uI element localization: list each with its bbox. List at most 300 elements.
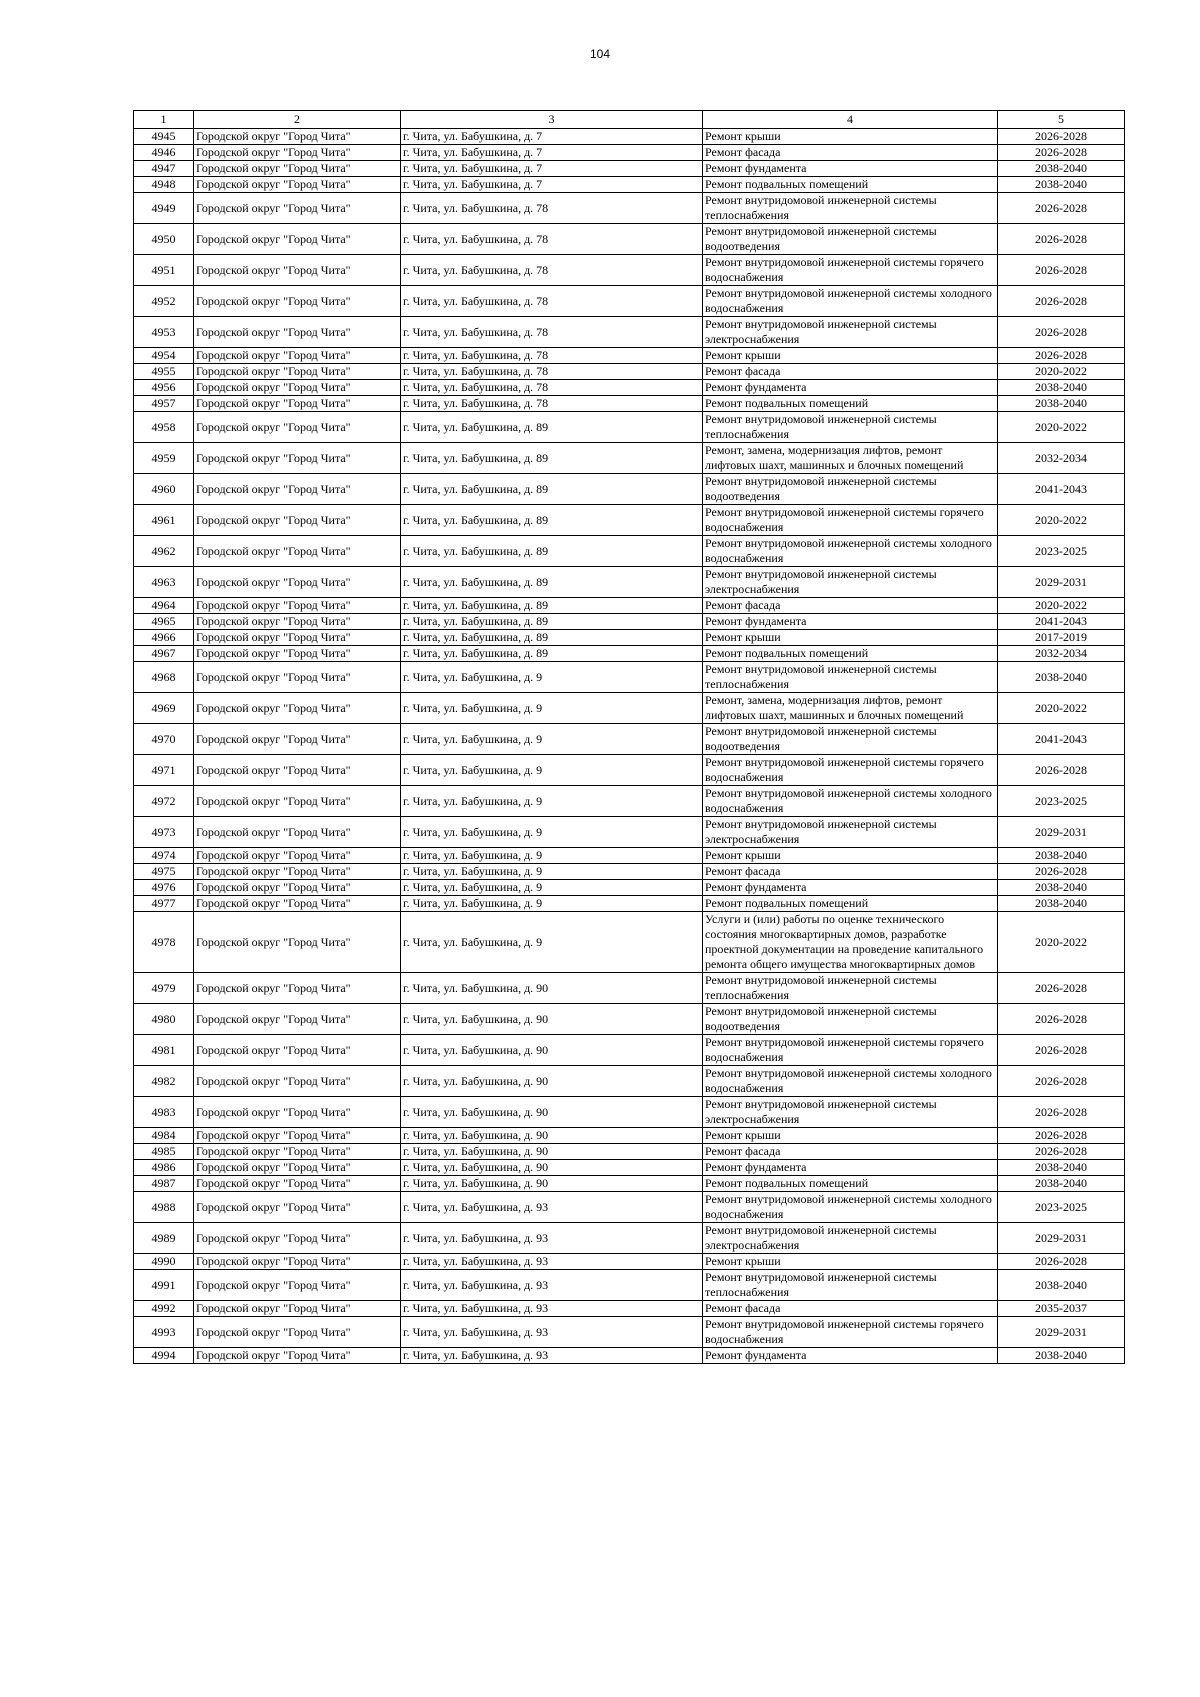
address-cell: г. Чита, ул. Бабушкина, д. 9 xyxy=(401,912,703,973)
address-cell: г. Чита, ул. Бабушкина, д. 93 xyxy=(401,1254,703,1270)
work-type-cell: Ремонт внутридомовой инженерной системы холодного водоснабжения xyxy=(703,1192,998,1223)
work-type-cell: Ремонт крыши xyxy=(703,630,998,646)
row-number-cell: 4955 xyxy=(134,364,194,380)
address-cell: г. Чита, ул. Бабушкина, д. 89 xyxy=(401,536,703,567)
address-cell: г. Чита, ул. Бабушкина, д. 90 xyxy=(401,1176,703,1192)
period-cell: 2020-2022 xyxy=(998,505,1125,536)
municipality-cell: Городской округ "Город Чита" xyxy=(194,864,401,880)
address-cell: г. Чита, ул. Бабушкина, д. 93 xyxy=(401,1270,703,1301)
work-type-cell: Ремонт подвальных помещений xyxy=(703,646,998,662)
row-number-cell: 4957 xyxy=(134,396,194,412)
period-cell: 2026-2028 xyxy=(998,348,1125,364)
work-type-cell: Ремонт внутридомовой инженерной системы холодного водоснабжения xyxy=(703,786,998,817)
table-row xyxy=(134,348,1125,364)
row-number-cell: 4951 xyxy=(134,255,194,286)
row-number-cell: 4967 xyxy=(134,646,194,662)
table-row xyxy=(134,912,1125,973)
address-cell: г. Чита, ул. Бабушкина, д. 93 xyxy=(401,1192,703,1223)
municipality-cell: Городской округ "Город Чита" xyxy=(194,567,401,598)
table-row xyxy=(134,1223,1125,1254)
column-header-5: 5 xyxy=(998,111,1125,129)
period-cell: 2023-2025 xyxy=(998,786,1125,817)
municipality-cell: Городской округ "Город Чита" xyxy=(194,380,401,396)
work-type-cell: Ремонт крыши xyxy=(703,348,998,364)
address-cell: г. Чита, ул. Бабушкина, д. 93 xyxy=(401,1348,703,1364)
municipality-cell: Городской округ "Город Чита" xyxy=(194,1097,401,1128)
municipality-cell: Городской округ "Город Чита" xyxy=(194,193,401,224)
column-header-3: 3 xyxy=(401,111,703,129)
period-cell: 2032-2034 xyxy=(998,646,1125,662)
period-cell: 2023-2025 xyxy=(998,536,1125,567)
work-type-cell: Ремонт фундамента xyxy=(703,880,998,896)
work-type-cell: Ремонт крыши xyxy=(703,129,998,145)
address-cell: г. Чита, ул. Бабушкина, д. 89 xyxy=(401,474,703,505)
municipality-cell: Городской округ "Город Чита" xyxy=(194,1348,401,1364)
table-row xyxy=(134,693,1125,724)
address-cell: г. Чита, ул. Бабушкина, д. 78 xyxy=(401,286,703,317)
period-cell: 2020-2022 xyxy=(998,412,1125,443)
work-type-cell: Ремонт внутридомовой инженерной системы горячего водоснабжения xyxy=(703,1035,998,1066)
table-row xyxy=(134,1035,1125,1066)
municipality-cell: Городской округ "Город Чита" xyxy=(194,693,401,724)
address-cell: г. Чита, ул. Бабушкина, д. 78 xyxy=(401,348,703,364)
work-type-cell: Ремонт внутридомовой инженерной системы горячего водоснабжения xyxy=(703,255,998,286)
address-cell: г. Чита, ул. Бабушкина, д. 78 xyxy=(401,317,703,348)
work-type-cell: Ремонт внутридомовой инженерной системы электроснабжения xyxy=(703,567,998,598)
row-number-cell: 4970 xyxy=(134,724,194,755)
work-type-cell: Ремонт внутридомовой инженерной системы холодного водоснабжения xyxy=(703,1066,998,1097)
work-type-cell: Ремонт фундамента xyxy=(703,614,998,630)
work-type-cell: Ремонт подвальных помещений xyxy=(703,396,998,412)
table-row xyxy=(134,1128,1125,1144)
work-type-cell: Ремонт внутридомовой инженерной системы электроснабжения xyxy=(703,317,998,348)
column-header-2: 2 xyxy=(194,111,401,129)
table-row xyxy=(134,817,1125,848)
row-number-cell: 4950 xyxy=(134,224,194,255)
table-row xyxy=(134,973,1125,1004)
address-cell: г. Чита, ул. Бабушкина, д. 9 xyxy=(401,755,703,786)
row-number-cell: 4993 xyxy=(134,1317,194,1348)
municipality-cell: Городской округ "Город Чита" xyxy=(194,364,401,380)
row-number-cell: 4980 xyxy=(134,1004,194,1035)
address-cell: г. Чита, ул. Бабушкина, д. 90 xyxy=(401,973,703,1004)
period-cell: 2026-2028 xyxy=(998,255,1125,286)
table-row xyxy=(134,161,1125,177)
address-cell: г. Чита, ул. Бабушкина, д. 89 xyxy=(401,443,703,474)
period-cell: 2020-2022 xyxy=(998,693,1125,724)
row-number-cell: 4972 xyxy=(134,786,194,817)
row-number-cell: 4977 xyxy=(134,896,194,912)
period-cell: 2026-2028 xyxy=(998,1144,1125,1160)
period-cell: 2041-2043 xyxy=(998,474,1125,505)
table-row xyxy=(134,1004,1125,1035)
municipality-cell: Городской округ "Город Чита" xyxy=(194,474,401,505)
row-number-cell: 4963 xyxy=(134,567,194,598)
municipality-cell: Городской округ "Город Чита" xyxy=(194,536,401,567)
period-cell: 2026-2028 xyxy=(998,755,1125,786)
work-type-cell: Ремонт внутридомовой инженерной системы электроснабжения xyxy=(703,817,998,848)
table-row xyxy=(134,1348,1125,1364)
address-cell: г. Чита, ул. Бабушкина, д. 90 xyxy=(401,1004,703,1035)
column-header-1: 1 xyxy=(134,111,194,129)
table-row xyxy=(134,630,1125,646)
work-type-cell: Ремонт фасада xyxy=(703,1301,998,1317)
table-row xyxy=(134,1097,1125,1128)
municipality-cell: Городской округ "Город Чита" xyxy=(194,662,401,693)
row-number-cell: 4965 xyxy=(134,614,194,630)
period-cell: 2041-2043 xyxy=(998,614,1125,630)
work-type-cell: Ремонт, замена, модернизация лифтов, ремонт лифтовых шахт, машинных и блочных помещений xyxy=(703,693,998,724)
address-cell: г. Чита, ул. Бабушкина, д. 9 xyxy=(401,693,703,724)
address-cell: г. Чита, ул. Бабушкина, д. 78 xyxy=(401,255,703,286)
municipality-cell: Городской округ "Город Чита" xyxy=(194,443,401,474)
row-number-cell: 4974 xyxy=(134,848,194,864)
municipality-cell: Городской округ "Город Чита" xyxy=(194,1160,401,1176)
period-cell: 2026-2028 xyxy=(998,1066,1125,1097)
row-number-cell: 4990 xyxy=(134,1254,194,1270)
municipality-cell: Городской округ "Город Чита" xyxy=(194,224,401,255)
work-type-cell: Ремонт фасада xyxy=(703,145,998,161)
address-cell: г. Чита, ул. Бабушкина, д. 9 xyxy=(401,864,703,880)
table-row xyxy=(134,380,1125,396)
period-cell: 2017-2019 xyxy=(998,630,1125,646)
municipality-cell: Городской округ "Город Чита" xyxy=(194,412,401,443)
period-cell: 2038-2040 xyxy=(998,380,1125,396)
municipality-cell: Городской округ "Город Чита" xyxy=(194,129,401,145)
work-type-cell: Ремонт подвальных помещений xyxy=(703,177,998,193)
work-type-cell: Ремонт крыши xyxy=(703,1128,998,1144)
work-type-cell: Ремонт внутридомовой инженерной системы электроснабжения xyxy=(703,1097,998,1128)
work-type-cell: Ремонт внутридомовой инженерной системы водоотведения xyxy=(703,224,998,255)
address-cell: г. Чита, ул. Бабушкина, д. 9 xyxy=(401,817,703,848)
address-cell: г. Чита, ул. Бабушкина, д. 78 xyxy=(401,364,703,380)
table-row xyxy=(134,145,1125,161)
row-number-cell: 4962 xyxy=(134,536,194,567)
row-number-cell: 4973 xyxy=(134,817,194,848)
table-row xyxy=(134,505,1125,536)
municipality-cell: Городской округ "Город Чита" xyxy=(194,317,401,348)
address-cell: г. Чита, ул. Бабушкина, д. 90 xyxy=(401,1066,703,1097)
period-cell: 2026-2028 xyxy=(998,145,1125,161)
period-cell: 2020-2022 xyxy=(998,598,1125,614)
table-row xyxy=(134,443,1125,474)
work-type-cell: Ремонт внутридомовой инженерной системы теплоснабжения xyxy=(703,412,998,443)
address-cell: г. Чита, ул. Бабушкина, д. 9 xyxy=(401,896,703,912)
address-cell: г. Чита, ул. Бабушкина, д. 89 xyxy=(401,567,703,598)
row-number-cell: 4949 xyxy=(134,193,194,224)
table-row xyxy=(134,848,1125,864)
row-number-cell: 4968 xyxy=(134,662,194,693)
period-cell: 2038-2040 xyxy=(998,161,1125,177)
table-row xyxy=(134,317,1125,348)
municipality-cell: Городской округ "Город Чита" xyxy=(194,1176,401,1192)
address-cell: г. Чита, ул. Бабушкина, д. 90 xyxy=(401,1097,703,1128)
municipality-cell: Городской округ "Город Чита" xyxy=(194,848,401,864)
table-row xyxy=(134,724,1125,755)
work-type-cell: Ремонт фасада xyxy=(703,1144,998,1160)
municipality-cell: Городской округ "Город Чита" xyxy=(194,1223,401,1254)
table-row xyxy=(134,1301,1125,1317)
table-row xyxy=(134,177,1125,193)
municipality-cell: Городской округ "Город Чита" xyxy=(194,912,401,973)
municipality-cell: Городской округ "Город Чита" xyxy=(194,896,401,912)
work-type-cell: Ремонт внутридомовой инженерной системы теплоснабжения xyxy=(703,973,998,1004)
period-cell: 2020-2022 xyxy=(998,364,1125,380)
row-number-cell: 4954 xyxy=(134,348,194,364)
period-cell: 2038-2040 xyxy=(998,396,1125,412)
table-row xyxy=(134,1066,1125,1097)
work-type-cell: Ремонт внутридомовой инженерной системы теплоснабжения xyxy=(703,193,998,224)
municipality-cell: Городской округ "Город Чита" xyxy=(194,973,401,1004)
address-cell: г. Чита, ул. Бабушкина, д. 89 xyxy=(401,614,703,630)
address-cell: г. Чита, ул. Бабушкина, д. 9 xyxy=(401,724,703,755)
municipality-cell: Городской округ "Город Чита" xyxy=(194,1066,401,1097)
period-cell: 2026-2028 xyxy=(998,193,1125,224)
table-row xyxy=(134,646,1125,662)
row-number-cell: 4971 xyxy=(134,755,194,786)
period-cell: 2038-2040 xyxy=(998,1270,1125,1301)
table-row xyxy=(134,598,1125,614)
table-row xyxy=(134,786,1125,817)
municipality-cell: Городской округ "Город Чита" xyxy=(194,348,401,364)
address-cell: г. Чита, ул. Бабушкина, д. 9 xyxy=(401,848,703,864)
municipality-cell: Городской округ "Город Чита" xyxy=(194,646,401,662)
period-cell: 2026-2028 xyxy=(998,1128,1125,1144)
period-cell: 2026-2028 xyxy=(998,224,1125,255)
work-type-cell: Ремонт внутридомовой инженерной системы холодного водоснабжения xyxy=(703,536,998,567)
table-row xyxy=(134,1160,1125,1176)
row-number-cell: 4991 xyxy=(134,1270,194,1301)
table-row xyxy=(134,536,1125,567)
work-type-cell: Ремонт внутридомовой инженерной системы горячего водоснабжения xyxy=(703,755,998,786)
row-number-cell: 4945 xyxy=(134,129,194,145)
period-cell: 2041-2043 xyxy=(998,724,1125,755)
work-type-cell: Ремонт фасада xyxy=(703,864,998,880)
row-number-cell: 4979 xyxy=(134,973,194,1004)
row-number-cell: 4959 xyxy=(134,443,194,474)
row-number-cell: 4960 xyxy=(134,474,194,505)
work-type-cell: Ремонт фасада xyxy=(703,364,998,380)
period-cell: 2026-2028 xyxy=(998,1035,1125,1066)
period-cell: 2029-2031 xyxy=(998,1317,1125,1348)
municipality-cell: Городской округ "Город Чита" xyxy=(194,1317,401,1348)
period-cell: 2029-2031 xyxy=(998,817,1125,848)
period-cell: 2029-2031 xyxy=(998,567,1125,598)
table-row xyxy=(134,224,1125,255)
municipality-cell: Городской округ "Город Чита" xyxy=(194,1254,401,1270)
table-row xyxy=(134,193,1125,224)
work-type-cell: Ремонт фундамента xyxy=(703,380,998,396)
address-cell: г. Чита, ул. Бабушкина, д. 93 xyxy=(401,1317,703,1348)
municipality-cell: Городской округ "Город Чита" xyxy=(194,786,401,817)
row-number-cell: 4964 xyxy=(134,598,194,614)
work-type-cell: Ремонт внутридомовой инженерной системы водоотведения xyxy=(703,474,998,505)
municipality-cell: Городской округ "Город Чита" xyxy=(194,286,401,317)
table-row xyxy=(134,1192,1125,1223)
table-row xyxy=(134,1317,1125,1348)
period-cell: 2026-2028 xyxy=(998,973,1125,1004)
row-number-cell: 4947 xyxy=(134,161,194,177)
address-cell: г. Чита, ул. Бабушкина, д. 7 xyxy=(401,129,703,145)
period-cell: 2026-2028 xyxy=(998,317,1125,348)
period-cell: 2038-2040 xyxy=(998,1176,1125,1192)
row-number-cell: 4956 xyxy=(134,380,194,396)
address-cell: г. Чита, ул. Бабушкина, д. 9 xyxy=(401,880,703,896)
address-cell: г. Чита, ул. Бабушкина, д. 93 xyxy=(401,1223,703,1254)
table-row xyxy=(134,864,1125,880)
address-cell: г. Чита, ул. Бабушкина, д. 93 xyxy=(401,1301,703,1317)
repair-schedule-table xyxy=(133,110,1125,1364)
municipality-cell: Городской округ "Город Чита" xyxy=(194,1270,401,1301)
municipality-cell: Городской округ "Город Чита" xyxy=(194,817,401,848)
address-cell: г. Чита, ул. Бабушкина, д. 7 xyxy=(401,145,703,161)
municipality-cell: Городской округ "Город Чита" xyxy=(194,598,401,614)
address-cell: г. Чита, ул. Бабушкина, д. 90 xyxy=(401,1160,703,1176)
row-number-cell: 4966 xyxy=(134,630,194,646)
period-cell: 2026-2028 xyxy=(998,1097,1125,1128)
address-cell: г. Чита, ул. Бабушкина, д. 89 xyxy=(401,646,703,662)
work-type-cell: Ремонт внутридомовой инженерной системы водоотведения xyxy=(703,724,998,755)
row-number-cell: 4987 xyxy=(134,1176,194,1192)
row-number-cell: 4992 xyxy=(134,1301,194,1317)
address-cell: г. Чита, ул. Бабушкина, д. 9 xyxy=(401,662,703,693)
row-number-cell: 4982 xyxy=(134,1066,194,1097)
table-row xyxy=(134,614,1125,630)
table-row xyxy=(134,474,1125,505)
row-number-cell: 4994 xyxy=(134,1348,194,1364)
period-cell: 2038-2040 xyxy=(998,896,1125,912)
address-cell: г. Чита, ул. Бабушкина, д. 89 xyxy=(401,505,703,536)
table-row xyxy=(134,1176,1125,1192)
address-cell: г. Чита, ул. Бабушкина, д. 7 xyxy=(401,161,703,177)
address-cell: г. Чита, ул. Бабушкина, д. 90 xyxy=(401,1128,703,1144)
row-number-cell: 4958 xyxy=(134,412,194,443)
work-type-cell: Ремонт внутридомовой инженерной системы теплоснабжения xyxy=(703,662,998,693)
table-row xyxy=(134,662,1125,693)
municipality-cell: Городской округ "Город Чита" xyxy=(194,1035,401,1066)
row-number-cell: 4986 xyxy=(134,1160,194,1176)
municipality-cell: Городской округ "Город Чита" xyxy=(194,614,401,630)
work-type-cell: Ремонт внутридомовой инженерной системы холодного водоснабжения xyxy=(703,286,998,317)
table-row xyxy=(134,286,1125,317)
work-type-cell: Ремонт крыши xyxy=(703,1254,998,1270)
work-type-cell: Ремонт внутридомовой инженерной системы теплоснабжения xyxy=(703,1270,998,1301)
work-type-cell: Услуги и (или) работы по оценке технического состояния многоквартирных домов, разработке проектной документации на проведение капитального ремонта общего имущества многоквартирных домов xyxy=(703,912,998,973)
work-type-cell: Ремонт внутридомовой инженерной системы горячего водоснабжения xyxy=(703,1317,998,1348)
municipality-cell: Городской округ "Город Чита" xyxy=(194,1144,401,1160)
period-cell: 2038-2040 xyxy=(998,1160,1125,1176)
header-row xyxy=(134,111,1125,129)
municipality-cell: Городской округ "Город Чита" xyxy=(194,755,401,786)
table-body xyxy=(134,129,1125,1364)
table-row xyxy=(134,567,1125,598)
address-cell: г. Чита, ул. Бабушкина, д. 89 xyxy=(401,598,703,614)
work-type-cell: Ремонт внутридомовой инженерной системы водоотведения xyxy=(703,1004,998,1035)
column-header-4: 4 xyxy=(703,111,998,129)
work-type-cell: Ремонт подвальных помещений xyxy=(703,896,998,912)
period-cell: 2035-2037 xyxy=(998,1301,1125,1317)
row-number-cell: 4969 xyxy=(134,693,194,724)
work-type-cell: Ремонт крыши xyxy=(703,848,998,864)
period-cell: 2032-2034 xyxy=(998,443,1125,474)
address-cell: г. Чита, ул. Бабушкина, д. 89 xyxy=(401,630,703,646)
municipality-cell: Городской округ "Город Чита" xyxy=(194,505,401,536)
table-header xyxy=(134,111,1125,129)
period-cell: 2038-2040 xyxy=(998,177,1125,193)
table-row xyxy=(134,1254,1125,1270)
municipality-cell: Городской округ "Город Чита" xyxy=(194,1192,401,1223)
period-cell: 2026-2028 xyxy=(998,286,1125,317)
municipality-cell: Городской округ "Город Чита" xyxy=(194,161,401,177)
work-type-cell: Ремонт фасада xyxy=(703,598,998,614)
table-row xyxy=(134,896,1125,912)
period-cell: 2026-2028 xyxy=(998,1004,1125,1035)
work-type-cell: Ремонт подвальных помещений xyxy=(703,1176,998,1192)
municipality-cell: Городской округ "Город Чита" xyxy=(194,145,401,161)
period-cell: 2020-2022 xyxy=(998,912,1125,973)
address-cell: г. Чита, ул. Бабушкина, д. 9 xyxy=(401,786,703,817)
row-number-cell: 4981 xyxy=(134,1035,194,1066)
work-type-cell: Ремонт фундамента xyxy=(703,161,998,177)
row-number-cell: 4983 xyxy=(134,1097,194,1128)
row-number-cell: 4989 xyxy=(134,1223,194,1254)
table-row xyxy=(134,364,1125,380)
address-cell: г. Чита, ул. Бабушкина, д. 78 xyxy=(401,193,703,224)
address-cell: г. Чита, ул. Бабушкина, д. 78 xyxy=(401,396,703,412)
page-number: 104 xyxy=(589,47,611,61)
work-type-cell: Ремонт фундамента xyxy=(703,1160,998,1176)
period-cell: 2026-2028 xyxy=(998,864,1125,880)
address-cell: г. Чита, ул. Бабушкина, д. 7 xyxy=(401,177,703,193)
table-row xyxy=(134,412,1125,443)
address-cell: г. Чита, ул. Бабушкина, д. 89 xyxy=(401,412,703,443)
municipality-cell: Городской округ "Город Чита" xyxy=(194,724,401,755)
period-cell: 2023-2025 xyxy=(998,1192,1125,1223)
address-cell: г. Чита, ул. Бабушкина, д. 78 xyxy=(401,224,703,255)
municipality-cell: Городской округ "Город Чита" xyxy=(194,177,401,193)
row-number-cell: 4946 xyxy=(134,145,194,161)
address-cell: г. Чита, ул. Бабушкина, д. 90 xyxy=(401,1035,703,1066)
municipality-cell: Городской округ "Город Чита" xyxy=(194,1128,401,1144)
address-cell: г. Чита, ул. Бабушкина, д. 90 xyxy=(401,1144,703,1160)
period-cell: 2038-2040 xyxy=(998,848,1125,864)
row-number-cell: 4988 xyxy=(134,1192,194,1223)
row-number-cell: 4976 xyxy=(134,880,194,896)
work-type-cell: Ремонт фундамента xyxy=(703,1348,998,1364)
work-type-cell: Ремонт внутридомовой инженерной системы горячего водоснабжения xyxy=(703,505,998,536)
table-row xyxy=(134,1270,1125,1301)
row-number-cell: 4953 xyxy=(134,317,194,348)
work-type-cell: Ремонт внутридомовой инженерной системы электроснабжения xyxy=(703,1223,998,1254)
period-cell: 2038-2040 xyxy=(998,880,1125,896)
table-row xyxy=(134,1144,1125,1160)
period-cell: 2026-2028 xyxy=(998,1254,1125,1270)
table-row xyxy=(134,755,1125,786)
row-number-cell: 4984 xyxy=(134,1128,194,1144)
municipality-cell: Городской округ "Город Чита" xyxy=(194,255,401,286)
table-row xyxy=(134,129,1125,145)
work-type-cell: Ремонт, замена, модернизация лифтов, ремонт лифтовых шахт, машинных и блочных помещений xyxy=(703,443,998,474)
municipality-cell: Городской округ "Город Чита" xyxy=(194,1301,401,1317)
table-row xyxy=(134,396,1125,412)
address-cell: г. Чита, ул. Бабушкина, д. 78 xyxy=(401,380,703,396)
municipality-cell: Городской округ "Город Чита" xyxy=(194,396,401,412)
period-cell: 2038-2040 xyxy=(998,662,1125,693)
period-cell: 2038-2040 xyxy=(998,1348,1125,1364)
municipality-cell: Городской округ "Город Чита" xyxy=(194,1004,401,1035)
row-number-cell: 4978 xyxy=(134,912,194,973)
period-cell: 2029-2031 xyxy=(998,1223,1125,1254)
